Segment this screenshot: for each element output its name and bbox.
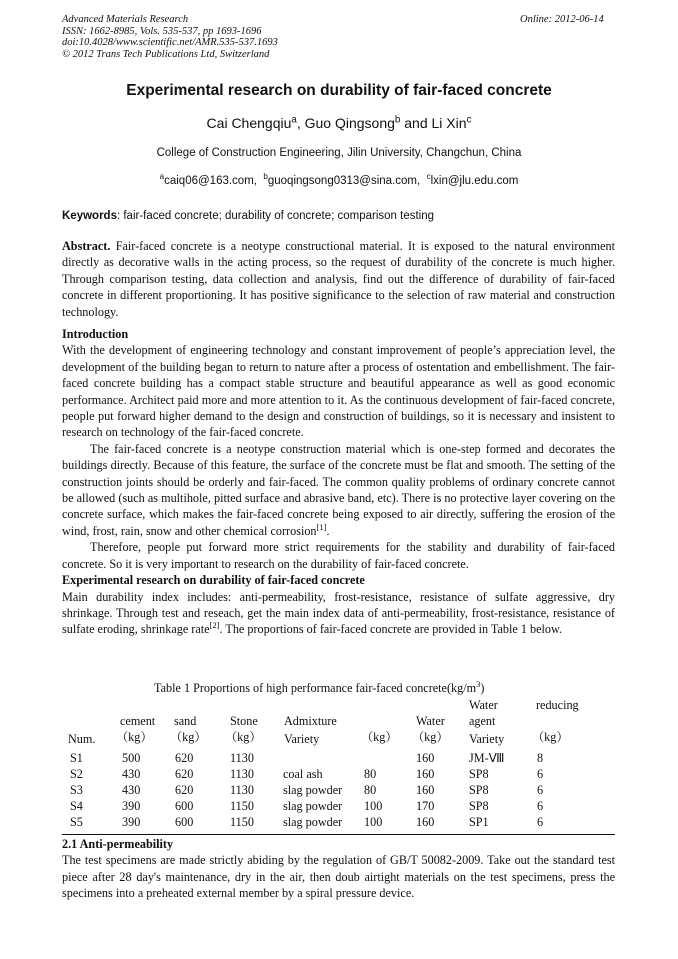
paragraph: Main durability index includes: anti-permeability, frost-resistance, resistance of sulfate aggressive, dry shrinkage. Through test and reseach, get the main index data of anti-permeability, frost-resistance, resistance of sulfate eroding, shrinkage rate[2]. The proportions of fair-faced concrete are provided in Table 1 below.	[62, 589, 615, 637]
section-heading: Experimental research on durability of fair-faced concrete	[62, 573, 365, 588]
author-mark: b	[394, 114, 401, 126]
email-list: $^a$caiq06@163.com, $^b$guoqingsong0313@sina.com, $^c$lxin@jlu.edu.com	[159, 172, 519, 187]
abstract-label: Abstract.	[62, 239, 111, 253]
column-header: Admixture	[284, 714, 337, 728]
paragraph: With the development of engineering technology and constant improvement of people’s appreciation level, the development of the building began to return to nature after a process of ostentation and embellishment. The fair-faced concrete building has a compact stable structure and beautiful appearance as well as good economic performance. Architect paid more and more attention to it. As the continuous development of fair-faced concrete, people put forward higher demand to the design and construction of buildings, so it is necessary and insistent to research on technology of the fair-faced concrete.	[62, 343, 615, 440]
paragraph: Therefore, people put forward more strict requirements for the stability and durability of fair-faced concrete. So it is very important to research on the durability of fair-faced concrete.	[62, 540, 615, 571]
keywords: Keywords: fair-faced concrete; durability of concrete; comparison testing	[62, 210, 435, 222]
table-caption: Table 1 Proportions of high performance fair-faced $concrete(kg/m^3)$	[154, 678, 485, 695]
keywords-label: Keywords	[62, 210, 117, 222]
column-unit: （kg）	[170, 730, 207, 744]
citation: [2]	[209, 620, 220, 631]
column-header: agent	[469, 714, 496, 728]
author-name: Guo Qingsong	[304, 115, 395, 131]
journal-header	[62, 14, 278, 60]
column-header: Water	[416, 714, 445, 728]
column-header: Stone	[230, 714, 258, 728]
column-header: sand	[174, 714, 197, 728]
table-bottom-rule	[62, 834, 615, 835]
issn-line: ISSN: 1662-8985, Vols. 535-537, pp 1693-1696	[62, 25, 262, 37]
author-name: Li Xin	[431, 115, 467, 131]
column-unit: （kg）	[361, 730, 398, 744]
column-header: reducing	[536, 698, 579, 712]
column-unit: （kg）	[116, 730, 153, 744]
author-list: Cai Chengqiu$^a$, Guo Qingsong$^b$ and Li Xin$^c$	[206, 114, 472, 131]
paper-title: Experimental research on durability of fair-faced concrete	[126, 82, 552, 99]
column-unit: （kg）	[412, 730, 449, 744]
copyright-line: © 2012 Trans Tech Publications Ltd, Switzerland	[62, 48, 270, 60]
column-header: Variety	[284, 732, 320, 746]
doi-line: doi:10.4028/www.scientific.net/AMR.535-537.1693	[62, 37, 278, 48]
paragraph: The test specimens are made strictly abiding by the regulation of GB/T 50082-2009. Take out the standard test piece after 28 day's maintenance, dry in the air, then doub airtight materials on the test specimens, press the specimens into a preheated external member by a spiral pressure device.	[62, 853, 615, 901]
email-link[interactable]: caiq06@163.com,	[164, 175, 257, 187]
section-2-1	[62, 836, 615, 902]
affiliation: College of Construction Engineering, Jilin University, Changchun, China	[156, 147, 522, 159]
citation: [1]	[316, 521, 327, 532]
column-unit: （kg）	[225, 730, 262, 744]
journal-name: Advanced Materials Research	[62, 14, 189, 25]
column-unit: （kg）	[532, 730, 569, 744]
online-date: Online: 2012-06-14	[520, 14, 604, 25]
column-header: Num.	[68, 732, 96, 746]
author-mark: c	[466, 114, 472, 126]
section-heading: 2.1 Anti-permeability	[62, 837, 174, 851]
paper-page: Advanced Materials Research ISSN: 1662-8985, Vols. 535-537, pp 1693-1696 doi:10.4028/www.scientific.net/AMR.535-537.1693 © 2012 Trans Tech Publications Ltd, Switzerland Online: 2012-06-14 Experimental research on durability of fair-faced concrete Cai Chengqiu$^a$, Guo Qingsong$^b$ and Li Xin$^c$ College of Construction Engineering, Jilin University, Changchun, China $^a$caiq06@163.com, $^b$guoqingsong0313@sina.com, $^c$lxin@jlu.edu.com Keywords: fair-faced concrete; durability of concrete; comparison testing Abstract. Fair-faced concrete is a neotype constructional material. It is exposed to the natural environment directly as decorative walls in the acting process, so the request of durability of the concrete is much higher. Through comparison testing, data collection and analysis, find out the difference of durability of fair-faced concrete in different proportioning. It has positive significance to the selection of raw material and construction technology. Introduction With the development of engineering technology and constant improvement of people’s appreciation level, the development of the building began to return to nature after a process of ostentation and embellishment. The fair-faced concrete building has a compact stable structure and beautiful appearance as well as good economic performance. Architect paid more and more attention to it. As the continuous development of fair-faced concrete, people put forward higher demand to the design and construction of buildings, so it is necessary and insistent to research on technology of the fair-faced concrete. The fair-faced concrete is a neotype construction material which is one-step formed and decorates the buildings directly. Because of this feature, the surface of the concrete must be flat and smooth. The setting of the construction joints should be orderly and fair-faced. The common quality problems of ordinary concrete cannot be allowed (such as multihole, pitted surface and abrasive band, etc). There is no protective layer covering on the concrete surface, which makes the fair-faced concrete being exposed to air directly, suffering the erosion of the wind, frost, rain, snow and other chemical corrosion[1]. Therefore, people put forward more strict requirements for the stability and durability of fair-faced concrete. So it is very important to research on the durability of fair-faced concrete. Experimental research on durability of fair-faced concrete Main durability index includes: anti-permeability, frost-resistance, resistance of sulfate aggressive, dry shrinkage. Through test and reseach, get the main index data of anti-permeability, frost-resistance, resistance of sulfate eroding, shrinkage rate[2]. The proportions of fair-faced concrete are provided in Table 1 below. Table 1 Proportions of high performance fair-faced $concrete(kg/m^3)$ Water reducing cement sand Stone Admixture Water agent Num. （kg） （kg） （kg） Variety （kg） （kg） Variety （kg） S1 500 620 1130 160 JM-Ⅷ 8 S2 430 620 1130 coal ash 80 160 SP8 6 S3 430 620 1130 slag powder 80 160 SP8 6 S4 390 600 1150 slag powder 100 170 SP8 6 S5 390 600 1150 slag powder 100 160 SP1 6 2.1 Anti-permeability The test specimens are made strictly abiding by the regulation of GB/T 50082-2009. Take out the standard test piece after 28 day's maintenance, dry in the air, then doub airtight materials on the test specimens, press the specimens into a preheated external member by a spiral pressure device.	[0, 0, 678, 959]
main-text	[62, 326, 615, 638]
column-header: cement	[120, 714, 156, 728]
abstract: Abstract. Fair-faced concrete is a neotype constructional material. It is exposed to the natural environment directly as decorative walls in the acting process, so the request of durability of the concrete is much higher. Through comparison testing, data collection and analysis, find out the difference of durability of fair-faced concrete in different proportioning. It has positive significance to the selection of raw material and construction technology.	[62, 239, 615, 319]
section-heading: Introduction	[62, 327, 129, 341]
author-mark: a	[291, 114, 297, 126]
paragraph: The fair-faced concrete is a neotype construction material which is one-step formed and decorates the buildings directly. Because of this feature, the surface of the concrete must be flat and smooth. The setting of the construction joints should be orderly and fair-faced. The common quality problems of ordinary concrete cannot be allowed (such as multihole, pitted surface and abrasive band, etc). There is no protective layer covering on the concrete surface, which makes the fair-faced concrete being exposed to air directly, suffering the erosion of the wind, frost, rain, snow and other chemical corrosion[1].	[62, 441, 615, 538]
author-name: Cai Chengqiu	[206, 115, 292, 131]
column-header: Water	[469, 698, 498, 712]
column-header: Variety	[469, 732, 505, 746]
email-link[interactable]: guoqingsong0313@sina.com,	[267, 175, 421, 187]
email-link[interactable]: lxin@jlu.edu.com	[430, 175, 519, 187]
